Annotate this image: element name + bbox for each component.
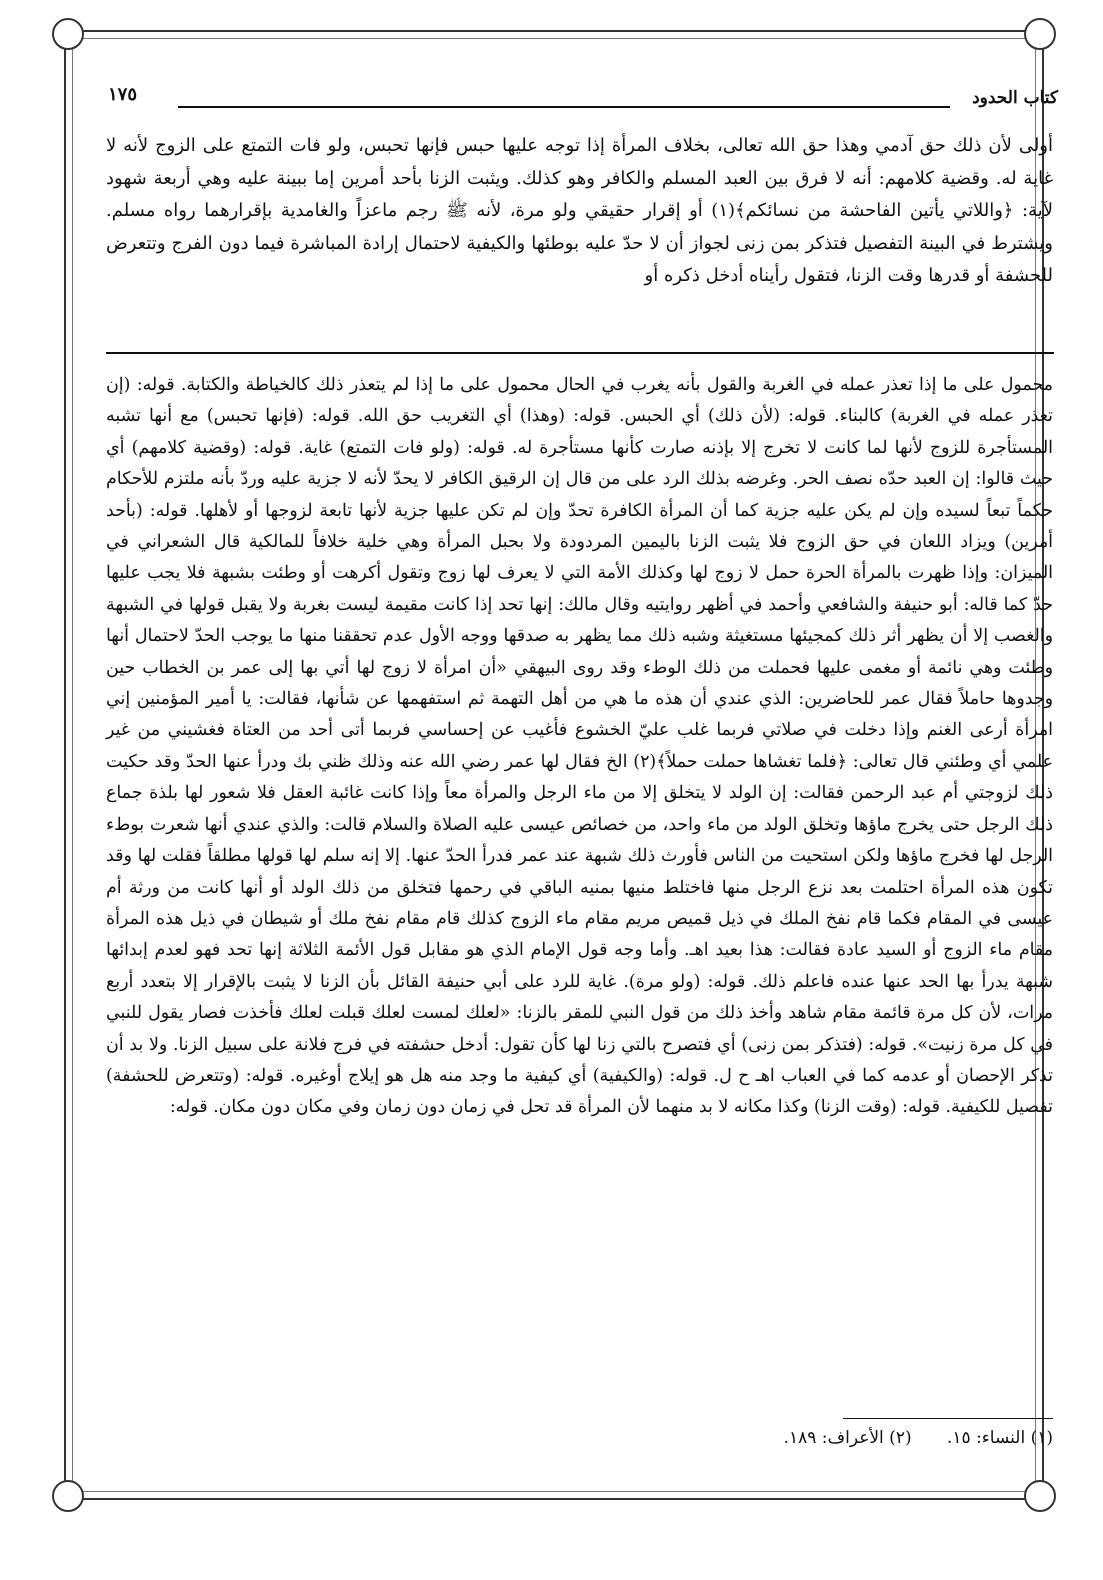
page-header — [108, 84, 1058, 118]
corner-ornament-icon — [1024, 1480, 1056, 1512]
footnote-1: (١) النساء: ١٥. — [947, 1428, 1053, 1448]
footnote-2: (٢) الأعراف: ١٨٩. — [783, 1428, 912, 1448]
corner-ornament-icon — [1024, 18, 1056, 50]
main-text: أولى لأن ذلك حق آدمي وهذا حق الله تعالى، بخلاف المرأة إذا توجه عليها حبس فإنها تحبس، ولو فات التمتع على الزوج لأنه لا غاية له. وقضية كلامهم: أنه لا فرق بين العبد المسلم والكافر وهو كذلك. ويثبت الزنا بأحد أمرين إما ببينة عليه وهي أربعة شهود لآية: ﴿واللاتي يأتين الفاحشة من نسائكم﴾(١) أو إقرار حقيقي ولو مرة، لأنه ﷺ رجم ماعزاً والغامدية بإقرارهما رواه مسلم. ويشترط في البينة التفصيل فتذكر بمن زنى لجواز أن لا حدّ عليه بوطئها والكيفية لاحتمال إرادة المباشرة فيما دون الفرج وتتعرض للحشفة أو قدرها وقت الزنا، فتقول رأيناه أدخل ذكره أو — [106, 135, 1053, 286]
page-number: ١٧٥ — [108, 84, 138, 105]
corner-ornament-icon — [52, 18, 84, 50]
commentary-block — [106, 370, 1053, 1124]
footnotes — [400, 1428, 1053, 1448]
main-text-block — [106, 130, 1053, 293]
header-rule — [178, 106, 950, 108]
footnote-rule — [843, 1418, 1053, 1419]
section-separator — [106, 352, 1054, 354]
commentary-text: محمول على ما إذا تعذر عمله في الغربة والقول بأنه يغرب في الحال محمول على ما إذا لم يتعذر ذلك كالخياطة والكتابة. قوله: (إن تعذر عمله في الغربة) كالبناء. قوله: (لأن ذلك) أي الحبس. قوله: (وهذا) أي التغريب حق الله. قوله: (فإنها تحبس) مع أنها تشبه المستأجرة للزوج لأنها لما كانت لا تخرج إلا بإذنه صارت كأنها مستأجرة له. قوله: (ولو فات التمتع) غاية. قوله: (وقضية كلامهم) أي حيث قالوا: إن العبد حدّه نصف الحر. وغرضه بذلك الرد على من قال إن الرقيق الكافر لا يحدّ لأنه لا جزية عليه وردّ بأنه ملتزم للأحكام حكماً تبعاً لسيده وإن لم يكن عليه جزية كما أن المرأة الكافرة تحدّ وإن لم تكن عليها جزية لأنها تابعة لزوجها أو لأهلها. قوله: (بأحد أمرين) ويزاد اللعان في حق الزوج فلا يثبت الزنا باليمين المردودة ولا بحبل المرأة وهي خلية خلافاً للمالكية قال الشعراني في الميزان: وإذا ظهرت بالمرأة الحرة حمل لا زوج لها وكذلك الأمة التي لا يعرف لها زوج وتقول أكرهت أو وطئت بشبهة فلا يجب عليها حدّ كما قاله: أبو حنيفة والشافعي وأحمد في أظهر روايتيه وقال مالك: إنها تحد إذا كانت مقيمة ليست بغربة ولا يقبل قولها في الشبهة والغصب إلا أن يظهر أثر ذلك كمجيئها مستغيثة وشبه ذلك مما يظهر به صدقها ووجه الأول عدم تحققنا منها ما يوجب الحدّ لاحتمال أنها وطئت وهي نائمة أو مغمى عليها فحملت من ذلك الوطء وقد روى البيهقي «أن امرأة لا زوج لها أتي بها إلى عمر بن الخطاب حين وجدوها حاملاً فقال عمر للحاضرين: الذي عندي أن هذه ما هي من أهل التهمة ثم استفهمها عن شأنها، فقالت: يا أمير المؤمنين إني امرأة أرعى الغنم وإذا دخلت في صلاتي فربما غلب عليّ الخشوع فأغيب عن إحساسي فربما أتى أحد من العتاة فغشيني من غير علمي أي وطئني قال تعالى: ﴿فلما تغشاها حملت حملاً﴾(٢) الخ فقال لها عمر رضي الله عنه وذلك ظني بك ودرأ عنها الحدّ وقد حكيت ذلك لزوجتي أم عبد الرحمن فقالت: إن الولد لا يتخلق إلا من ماء الرجل والمرأة معاً وإذا كانت غائبة العقل فلا شعور لها بلذة جماع ذلك الرجل حتى يخرج ماؤها وتخلق الولد من ماء واحد، من خصائص عيسى عليه الصلاة والسلام قالت: والذي عندي أنها شعرت بوطء الرجل لها فخرج ماؤها ولكن استحيت من الناس فأورث ذلك شبهة عند عمر فدرأ الحدّ عنها. إلا إنه سلم لها قولها مطلقاً فقلت لها وقد تكون هذه المرأة احتلمت بعد نزع الرجل منها فاختلط منيها بمنيه الباقي في رحمها فتخلق من ذلك الولد أو أنها كانت من ورثة أم عيسى في المقام فكما قام نفخ الملك في ذيل قميص مريم مقام ماء الزوج كذلك قام مقام نفخ ملك أو شيطان في ذيل هذه المرأة مقام ماء الزوج أو السيد عادة فقالت: هذا بعيد اهـ. وأما وجه قول الإمام الذي هو مقابل قول الأئمة الثلاثة إنها تحد فهو لعدم إبدائها شبهة يدرأ بها الحد عنها عنده فاعلم ذلك. قوله: (ولو مرة). غاية للرد على أبي حنيفة القائل بأن الزنا لا يثبت بالإقرار إلا بتعدد أربع مرات، لأن كل مرة قائمة مقام شاهد وأخذ ذلك من قول النبي للمقر بالزنا: «لعلك لمست لعلك قبلت لعلك فأخذت فصار يقول للنبي في كل مرة زنيت». قوله: (فتذكر بمن زنى) أي فتصرح بالتي زنا لها كأن تقول: أدخل حشفته في فرج فلانة على سبيل الزنا. ولا بد أن تذكر الإحصان أو عدمه كما في العباب اهـ ح ل. قوله: (والكيفية) أي كيفية ما وجد منه هل هو إيلاج أوغيره. قوله: (وتتعرض للحشفة) تفصيل للكيفية. قوله: (وقت الزنا) وكذا مكانه لا بد منهما لأن المرأة قد تحل في زمان دون زمان وفي مكان دون مكان. قوله: — [106, 375, 1053, 1118]
book-title: كتاب الحدود — [972, 88, 1058, 108]
corner-ornament-icon — [52, 1480, 84, 1512]
